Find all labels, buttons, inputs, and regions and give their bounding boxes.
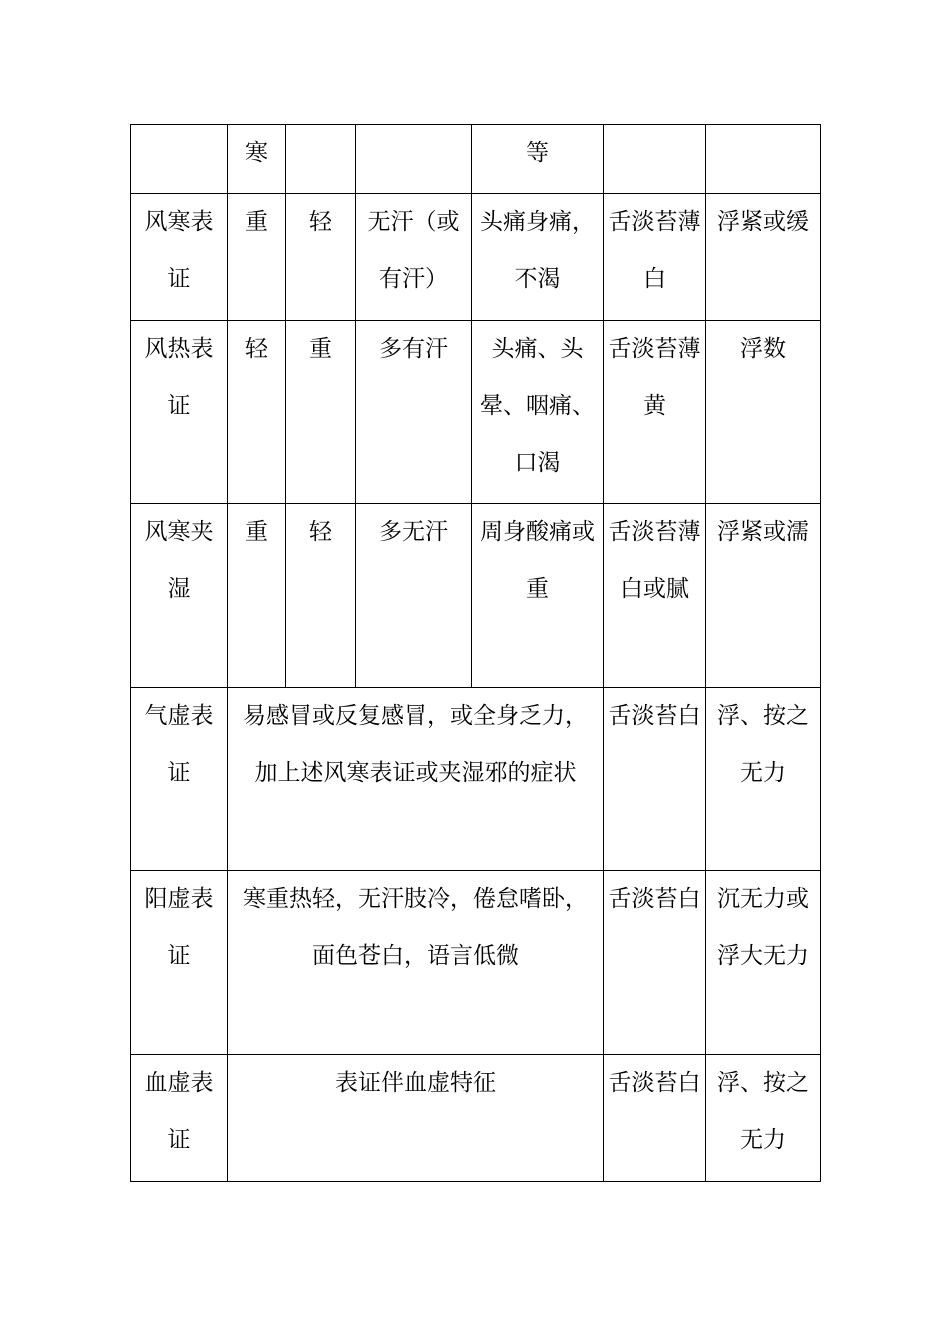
syndrome-name-cell: 气虚表证: [131, 688, 228, 871]
tongue-cell: 舌淡苔白: [604, 688, 706, 871]
other-symptoms-cell: 头痛、头晕、咽痛、口渴: [472, 321, 604, 504]
cold-cell: 轻: [228, 321, 286, 504]
sweat-cell: 多无汗: [356, 504, 472, 688]
other-symptoms-cell: 头痛身痛，不渴: [472, 194, 604, 321]
continuation-row: [131, 125, 821, 194]
syndrome-name-cell: 风寒表证: [131, 194, 228, 321]
syndrome-name-cell: 风热表证: [131, 321, 228, 504]
heat-cell: 重: [286, 321, 356, 504]
tongue-cell: 舌淡苔薄黄: [604, 321, 706, 504]
tongue-cell: 舌淡苔白: [604, 1055, 706, 1182]
syndrome-table: [130, 124, 821, 1182]
table-cell: [356, 125, 472, 194]
heat-cell: 轻: [286, 504, 356, 688]
syndrome-name-cell: 血虚表证: [131, 1055, 228, 1182]
symptoms-cell: 易感冒或反复感冒，或全身乏力，加上述风寒表证或夹湿邪的症状: [228, 688, 604, 871]
table-row: [131, 688, 821, 871]
sweat-cell: 多有汗: [356, 321, 472, 504]
symptoms-cell: 寒重热轻，无汗肢冷，倦怠嗜卧，面色苍白，语言低微: [228, 871, 604, 1055]
cold-cell: 重: [228, 194, 286, 321]
pulse-cell: 浮紧或濡: [706, 504, 821, 688]
table-row: [131, 321, 821, 504]
syndrome-name-cell: 阳虚表证: [131, 871, 228, 1055]
table-row: [131, 1055, 821, 1182]
pulse-cell: 沉无力或浮大无力: [706, 871, 821, 1055]
other-symptoms-cell: 周身酸痛或重: [472, 504, 604, 688]
tongue-cell: 舌淡苔薄白或腻: [604, 504, 706, 688]
sweat-cell: 无汗（或有汗）: [356, 194, 472, 321]
table-cell: 等: [472, 125, 604, 194]
table-cell: [604, 125, 706, 194]
table-cell: [706, 125, 821, 194]
tongue-cell: 舌淡苔薄白: [604, 194, 706, 321]
cold-cell: 重: [228, 504, 286, 688]
heat-cell: 轻: [286, 194, 356, 321]
syndrome-name-cell: 风寒夹湿: [131, 504, 228, 688]
pulse-cell: 浮、按之无力: [706, 688, 821, 871]
table-cell: [286, 125, 356, 194]
table-row: [131, 194, 821, 321]
tongue-cell: 舌淡苔白: [604, 871, 706, 1055]
pulse-cell: 浮数: [706, 321, 821, 504]
pulse-cell: 浮紧或缓: [706, 194, 821, 321]
table-row: [131, 504, 821, 688]
table-cell: 寒: [228, 125, 286, 194]
pulse-cell: 浮、按之无力: [706, 1055, 821, 1182]
table-row: [131, 871, 821, 1055]
table-cell: [131, 125, 228, 194]
symptoms-cell: 表证伴血虚特征: [228, 1055, 604, 1182]
